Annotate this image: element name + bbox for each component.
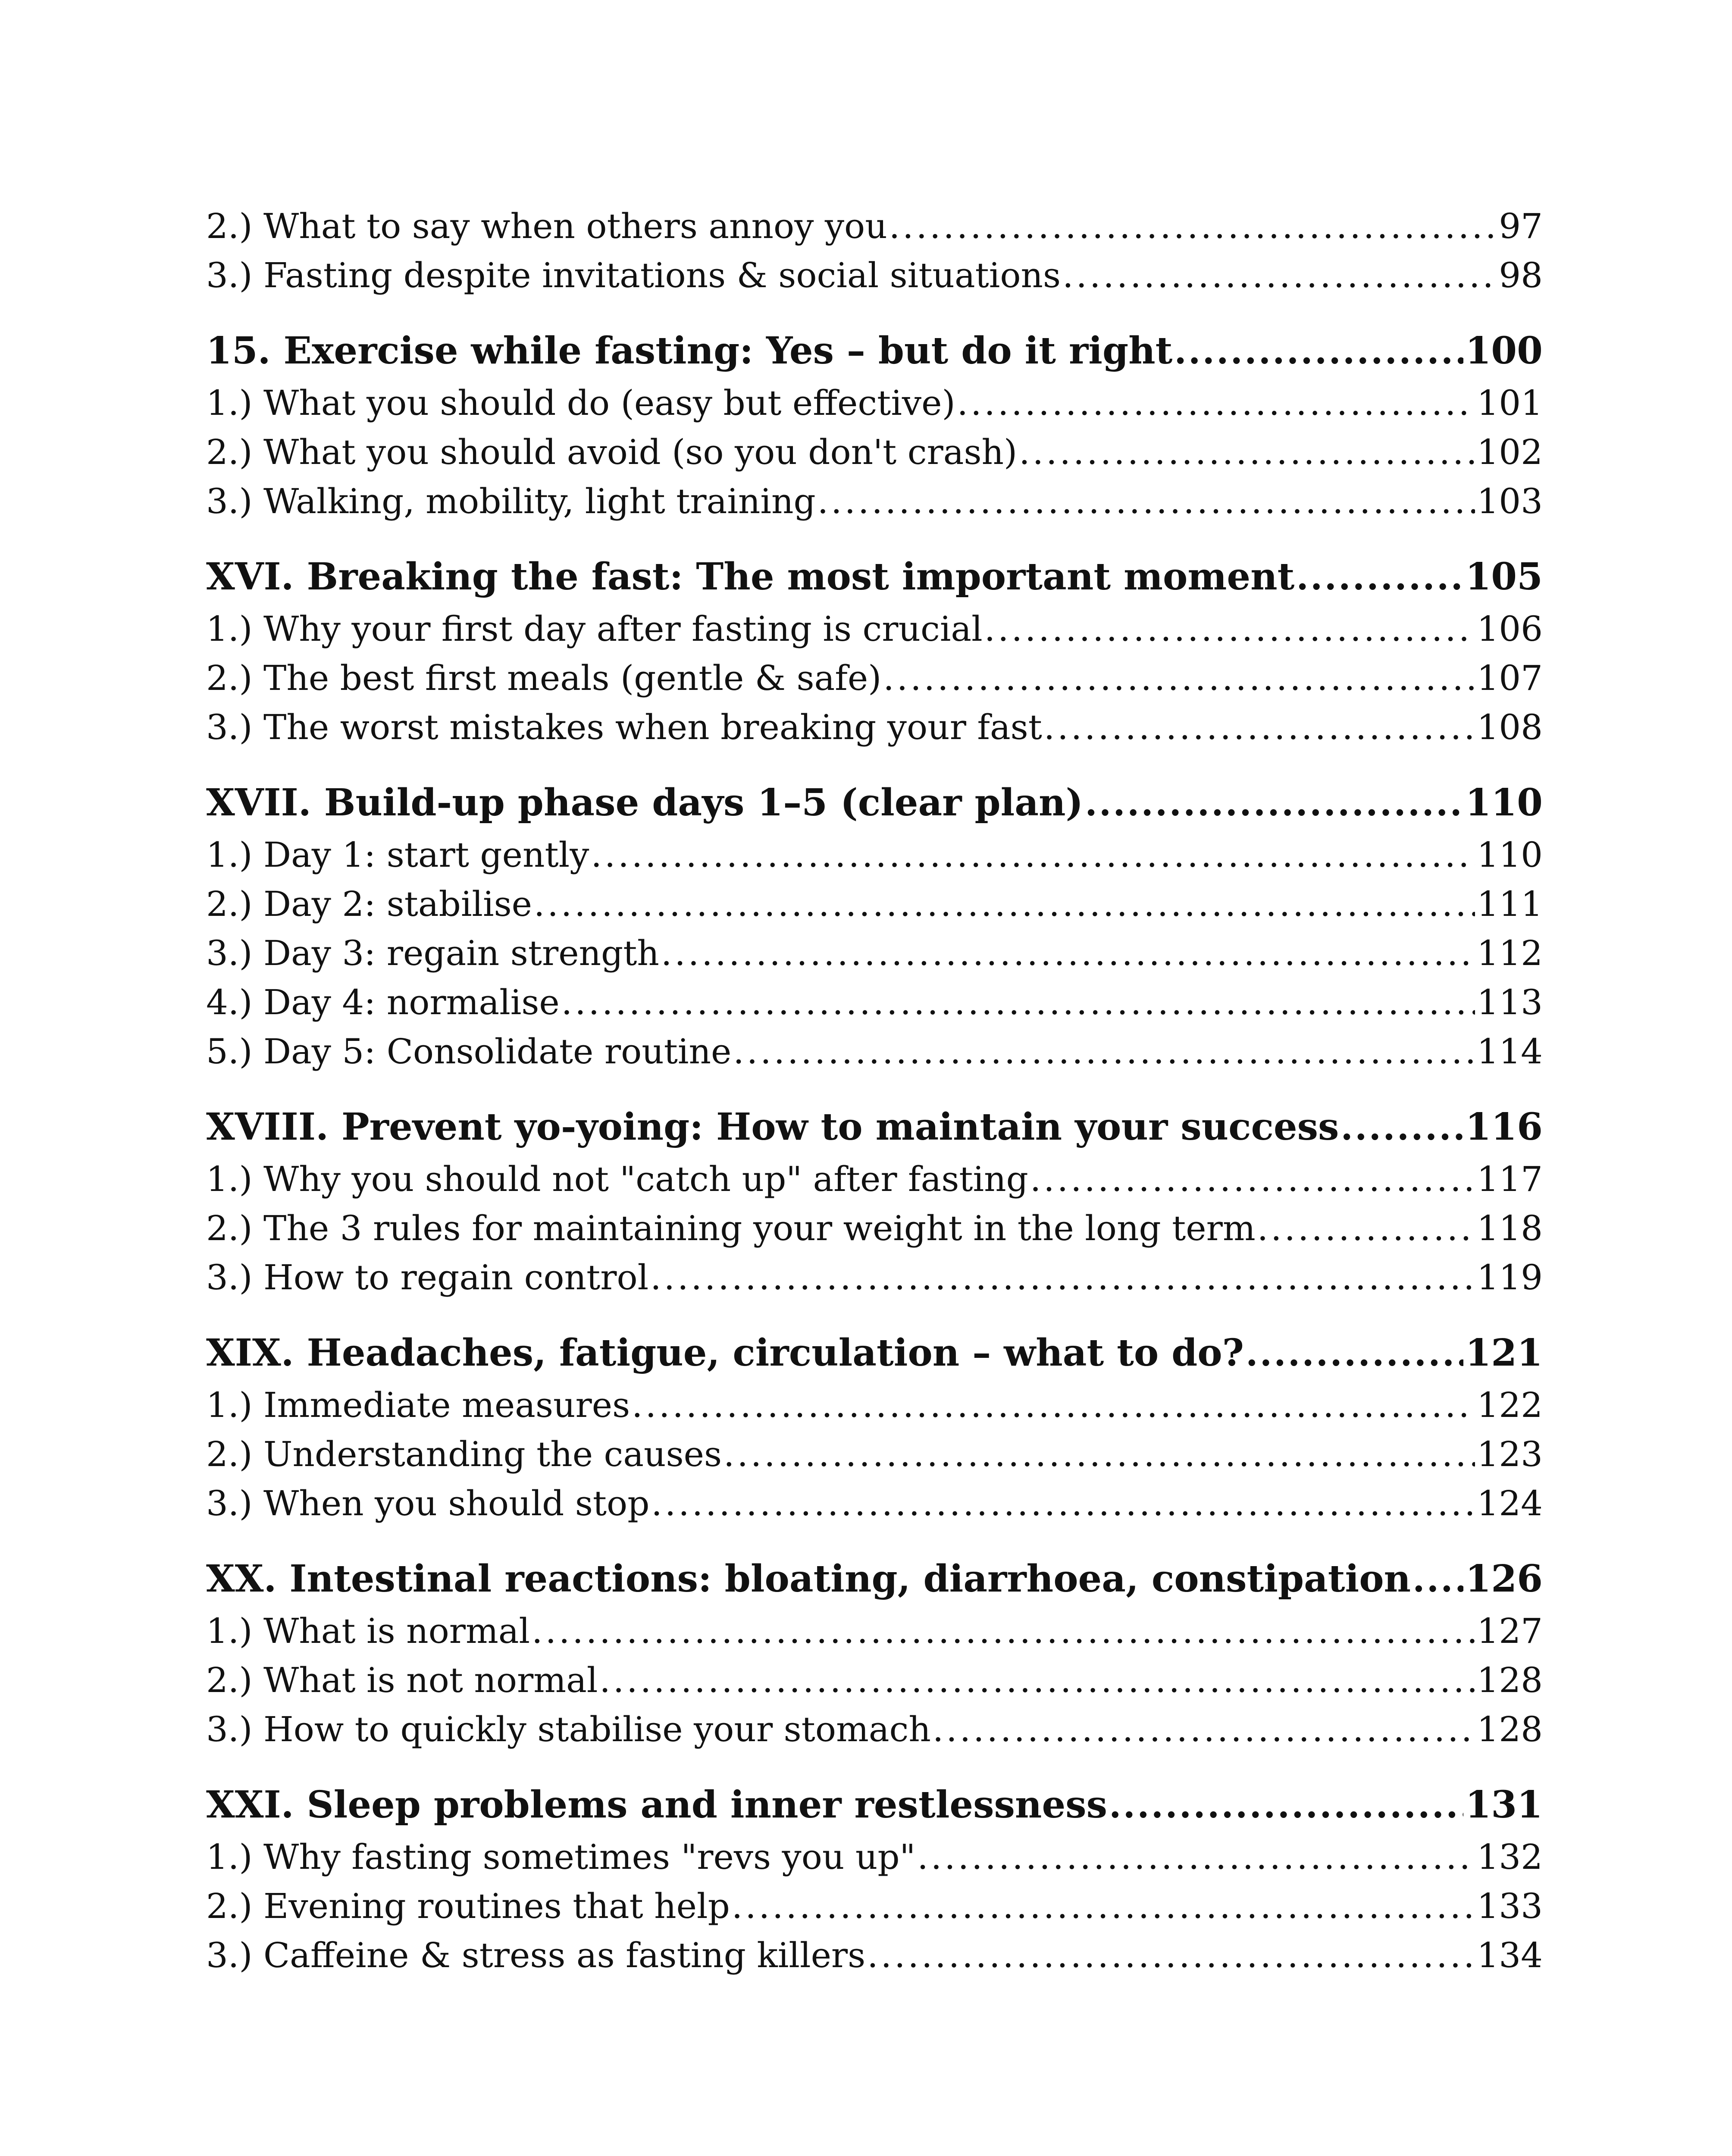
toc-entry-page: 117 — [1477, 1159, 1543, 1199]
toc-entry — [206, 1253, 1543, 1302]
toc-entry-page: 134 — [1477, 1935, 1543, 1975]
toc-chapter-page: 116 — [1465, 1105, 1543, 1149]
toc-chapter-title: XXI. Sleep problems and inner restlessness — [206, 1783, 1107, 1827]
toc-entry-title: 2.) What you should avoid (so you don't crash) — [206, 432, 1018, 472]
toc-entry-title: 3.) Day 3: regain strength — [206, 933, 659, 973]
toc-chapter-heading — [206, 1100, 1543, 1155]
toc-entry — [206, 929, 1543, 978]
toc-entry-page: 112 — [1477, 933, 1543, 973]
toc-entry-page: 123 — [1477, 1434, 1543, 1474]
toc-entry — [206, 830, 1543, 880]
toc-entry — [206, 654, 1543, 703]
dot-leader — [1062, 251, 1497, 300]
toc-entry-title: 3.) How to regain control — [206, 1257, 649, 1297]
toc-entry — [206, 477, 1543, 526]
dot-leader — [1044, 703, 1475, 752]
toc-entry-page: 114 — [1477, 1031, 1543, 1072]
dot-leader — [534, 880, 1475, 929]
toc-entry-title: 5.) Day 5: Consolidate routine — [206, 1031, 732, 1072]
toc-entry-page: 110 — [1477, 835, 1543, 875]
toc-chapter-page: 105 — [1465, 555, 1543, 599]
toc-section — [206, 1326, 1543, 1528]
toc-chapter-title: XIX. Headaches, fatigue, circulation – what to do? — [206, 1331, 1244, 1375]
toc-chapter-heading — [206, 1551, 1543, 1607]
toc-entry — [206, 251, 1543, 300]
toc-entry-page: 124 — [1477, 1483, 1543, 1523]
toc-entry-page: 119 — [1477, 1257, 1543, 1297]
toc-entry-title: 1.) Day 1: start gently — [206, 835, 589, 875]
toc-entry-title: 3.) When you should stop — [206, 1483, 650, 1523]
toc-chapter-title: XVII. Build-up phase days 1–5 (clear plan) — [206, 781, 1084, 824]
toc-chapter-page: 110 — [1465, 781, 1543, 824]
toc-entry-title: 4.) Day 4: normalise — [206, 982, 560, 1022]
toc-entry-title: 2.) What is not normal — [206, 1660, 598, 1700]
toc-chapter-heading — [206, 549, 1543, 605]
toc-entry-title: 3.) The worst mistakes when breaking your fast — [206, 707, 1042, 747]
toc-chapter-title: XX. Intestinal reactions: bloating, diarrhoea, constipation — [206, 1557, 1411, 1601]
toc-entry-title: 1.) Why fasting sometimes "revs you up" — [206, 1837, 916, 1877]
dot-leader — [889, 202, 1497, 251]
toc-entry-page: 122 — [1477, 1385, 1543, 1425]
toc-entry-title: 1.) Why your first day after fasting is crucial — [206, 609, 983, 649]
dot-leader — [651, 1479, 1475, 1528]
toc-entry-title: 3.) How to quickly stabilise your stomach — [206, 1709, 931, 1749]
toc-entry — [206, 1656, 1543, 1705]
toc-entry-page: 128 — [1477, 1709, 1543, 1749]
toc-entry-title: 2.) Understanding the causes — [206, 1434, 722, 1474]
dot-leader — [599, 1656, 1475, 1705]
toc-entry — [206, 1381, 1543, 1430]
table-of-contents — [206, 202, 1543, 1980]
dot-leader — [661, 929, 1475, 978]
toc-chapter-heading — [206, 1777, 1543, 1833]
toc-chapter-heading — [206, 775, 1543, 830]
toc-chapter-heading — [206, 1326, 1543, 1381]
toc-section — [206, 323, 1543, 526]
toc-entry-page: 132 — [1477, 1837, 1543, 1877]
toc-entry — [206, 1027, 1543, 1076]
toc-entry-title: 3.) Walking, mobility, light training — [206, 481, 816, 521]
toc-chapter-title: XVI. Breaking the fast: The most important moment — [206, 555, 1295, 599]
dot-leader — [723, 1430, 1475, 1479]
dot-leader — [1085, 776, 1463, 831]
dot-leader — [1030, 1155, 1475, 1204]
toc-section — [206, 202, 1543, 300]
dot-leader — [1019, 428, 1475, 477]
toc-entry-page: 102 — [1477, 432, 1543, 472]
toc-entry — [206, 880, 1543, 929]
dot-leader — [867, 1931, 1475, 1980]
toc-section — [206, 1777, 1543, 1980]
dot-leader — [917, 1833, 1475, 1882]
toc-entry — [206, 703, 1543, 752]
toc-chapter-heading — [206, 323, 1543, 379]
dot-leader — [732, 1882, 1475, 1931]
toc-entry — [206, 1204, 1543, 1253]
toc-entry-title: 2.) The best first meals (gentle & safe) — [206, 658, 882, 698]
toc-entry — [206, 1705, 1543, 1754]
toc-entry-page: 107 — [1477, 658, 1543, 698]
toc-chapter-page: 100 — [1465, 329, 1543, 373]
toc-entry-page: 118 — [1477, 1208, 1543, 1248]
toc-entry-title: 1.) What you should do (easy but effective) — [206, 383, 955, 423]
dot-leader — [1340, 1100, 1463, 1155]
dot-leader — [632, 1381, 1475, 1430]
toc-entry-title: 2.) The 3 rules for maintaining your weight in the long term — [206, 1208, 1256, 1248]
toc-entry-title: 2.) Evening routines that help — [206, 1886, 730, 1926]
dot-leader — [591, 830, 1475, 880]
toc-section — [206, 1551, 1543, 1754]
toc-section — [206, 1100, 1543, 1302]
toc-entry-page: 101 — [1477, 383, 1543, 423]
toc-entry — [206, 978, 1543, 1027]
toc-entry — [206, 1931, 1543, 1980]
toc-entry-title: 1.) Why you should not "catch up" after fasting — [206, 1159, 1028, 1199]
toc-entry — [206, 428, 1543, 477]
toc-entry-page: 133 — [1477, 1886, 1543, 1926]
toc-entry-page: 103 — [1477, 481, 1543, 521]
dot-leader — [1413, 1552, 1463, 1607]
toc-chapter-page: 131 — [1465, 1783, 1543, 1827]
dot-leader — [957, 379, 1475, 428]
toc-entry-title: 2.) Day 2: stabilise — [206, 884, 532, 924]
toc-entry — [206, 1430, 1543, 1479]
toc-entry-title: 3.) Caffeine & stress as fasting killers — [206, 1935, 866, 1975]
toc-entry-page: 98 — [1499, 255, 1543, 295]
toc-entry — [206, 202, 1543, 251]
toc-entry-page: 127 — [1477, 1611, 1543, 1651]
toc-entry — [206, 1882, 1543, 1931]
toc-entry-page: 128 — [1477, 1660, 1543, 1700]
dot-leader — [532, 1607, 1475, 1656]
toc-entry — [206, 605, 1543, 654]
dot-leader — [650, 1253, 1475, 1302]
toc-section — [206, 549, 1543, 752]
toc-entry-title: 1.) Immediate measures — [206, 1385, 630, 1425]
dot-leader — [984, 605, 1475, 654]
dot-leader — [883, 654, 1475, 703]
dot-leader — [1174, 324, 1463, 379]
dot-leader — [1109, 1778, 1463, 1833]
dot-leader — [733, 1027, 1475, 1076]
toc-chapter-page: 126 — [1465, 1557, 1543, 1601]
toc-entry — [206, 1479, 1543, 1528]
dot-leader — [561, 978, 1475, 1027]
toc-entry-page: 111 — [1477, 884, 1543, 924]
toc-entry — [206, 1607, 1543, 1656]
toc-entry-title: 3.) Fasting despite invitations & social situations — [206, 255, 1061, 295]
toc-entry-title: 2.) What to say when others annoy you — [206, 206, 887, 246]
toc-chapter-title: XVIII. Prevent yo-yoing: How to maintain your success — [206, 1105, 1339, 1149]
toc-entry — [206, 379, 1543, 428]
toc-entry-title: 1.) What is normal — [206, 1611, 530, 1651]
toc-entry — [206, 1833, 1543, 1882]
toc-chapter-title: 15. Exercise while fasting: Yes – but do it right — [206, 329, 1173, 373]
toc-entry-page: 106 — [1477, 609, 1543, 649]
dot-leader — [817, 477, 1475, 526]
dot-leader — [933, 1705, 1475, 1754]
toc-entry-page: 113 — [1477, 982, 1543, 1022]
dot-leader — [1296, 550, 1463, 605]
toc-section — [206, 775, 1543, 1076]
toc-entry-page: 108 — [1477, 707, 1543, 747]
toc-entry — [206, 1155, 1543, 1204]
dot-leader — [1257, 1204, 1475, 1253]
toc-entry-page: 97 — [1499, 206, 1543, 246]
dot-leader — [1246, 1326, 1463, 1381]
toc-chapter-page: 121 — [1465, 1331, 1543, 1375]
